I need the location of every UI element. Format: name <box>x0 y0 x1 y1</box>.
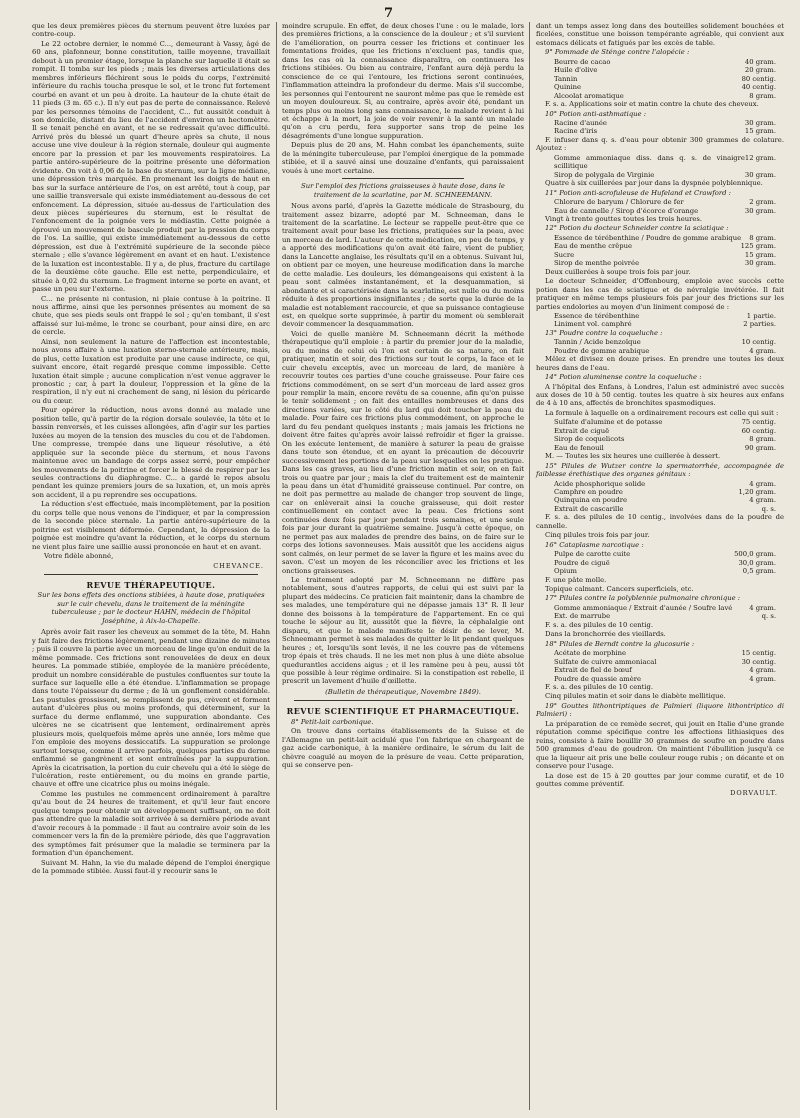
recipe-title: 18° Pilules de Berndt contre la glucosurie : <box>545 639 695 648</box>
section-divider <box>294 700 512 701</box>
case-paragraph: La réduction s'est effectuée, mais incomplètement, par la position du corps telle que nous venons de l'indiquer, et par la compression de la seconde pièce sternale. La partie antéro-supérieure de la poitrine est visiblement déformée. Cependant, la dépression de la poignée est moindre qu'avant la réduction, et le corps du sternum ne vient plus faire une saillie aussi prononcée en haut et en avant. <box>32 500 270 551</box>
ingredient-row: Sirop de menthe poivrée 30 gram. <box>554 259 776 268</box>
case-paragraph: Le 22 octobre dernier, le nommé C..., demeurant à Vassy, âgé de 60 ans, plafonneur, bonne constitution, taille moyenne, travaillait debout à un premier étage, lorsque la planche sur laquelle il était se rompit. Il tomba sur les pieds ; mais les diverses articulations des membres inférieurs fléchirent sous le poids du corps, l'extrémité inférieure du rachis toucha presque le sol, et le tronc fut fortement courbé en avant et un peu à droite. La hauteur de la chute était de 11 pieds (3 m. 65 c.). Il n'y eut pas de perte de connaissance. Relevé par les personnes témoins de l'accident, C... fut aussitôt conduit à son domicile, distant du lieu de l'accident d'environ un hectomètre. Il se tenait penché en avant, et ne se redressait qu'avec difficulté. Arrivé près du blessé un quart d'heure après sa chute, il nous accuse une vive douleur à la région sternale, douleur qui augmente encore par la pression et par les mouvements respiratoires. La partie antéro-supérieure de la poitrine présente une déformation évidente. On voit à 0,06 de la base du sternum, sur la ligne médiane, une dépression très marquée. En promenant les doigts de haut en bas sur la surface antérieure de l'os, on est arrêté, tout à coup, par une saillie transversale qui existe immédiatement au-dessous de cet enfoncement. La dépression, située au-dessus de l'articulation des deux pièces supérieures du sternum, est le résultat de l'enfoncement de la poignée vers le médiastin. Cette poignée a éprouvé un mouvement de bascule produit par la pression du corps de l'os. La saillie, qui existe immédiatement au-dessous de cette dépression, est due à l'extrémité supérieure de la seconde pièce sternale ; elle s'avance légèrement en avant et en haut. L'existence de la luxation est incontestable. Il y a, de plus, fracture du cartilage de la deuxième côte gauche. Elle est nette, perpendiculaire, et située à 0,02 du sternum. Le fragment interne se porte en avant, et passe un peu sur l'externe. <box>32 39 270 294</box>
column-left <box>32 22 270 876</box>
recipe-note: F. s. a. Applications soir et matin contre la chute des cheveux. <box>545 100 759 109</box>
ingredient-row: Sirop de polygala de Virginie 30 gram. <box>554 170 776 179</box>
column-right <box>536 22 784 800</box>
page-number: 7 <box>384 6 394 21</box>
recipe-note: M. — Toutes les six heures une cuillerée à dessert. <box>545 452 721 461</box>
ingredient-row: Tannin / Acide benzoïque 10 centig. <box>554 338 776 347</box>
ingredient-row: Liniment vol. camphré 2 parties. <box>554 320 776 329</box>
ingredient-row: Poudre de ciguë 30,0 gram. <box>554 558 776 567</box>
recipe-note: Cinq pilules matin et soir dans le diabète mellitique. <box>545 692 726 701</box>
recipe-title: 10° Potion anti-asthmatique : <box>545 109 647 118</box>
ingredient-row: Sulfate de cuivre ammoniacal 30 centig. <box>554 657 776 666</box>
recipe-note: Deux cuillerées à soupe trois fois par jour. <box>545 267 691 276</box>
recipe-text: A l'hôpital des Enfans, à Londres, l'alun est administré avec succès aux doses de 10 à 50 centig. toutes les quatre à six heures aux enfans de 4 à 10 ans, affectés de bronchites spasmodiques. <box>536 382 784 408</box>
recipe-note: Quatre à six cuillerées par jour dans la dyspnée polyblennique. <box>545 179 763 188</box>
recipe-text: La préparation de ce remède secret, qui jouit en Italie d'une grande réputation comme spécifique contre les affections lithiasiques des reins, consiste à faire bouillir 30 grammes de soufre en poudre dans 500 grammes d'eau de goudron. On maintient l'ébullition jusqu'à ce que la liqueur ait pris une belle couleur rouge rubis ; on décante et on conserve pour l'usage. <box>536 719 784 771</box>
article-paragraph: Comme les pustules ne commencent ordinairement à paraître qu'au bout de 24 heures de traitement, et qu'il leur faut encore quelque temps pour obtenir un développement suffisant, on ne doit pas attendre que la maladie soit arrivée à sa dernière période avant d'avoir recours à la pommade : il faut au contraire avoir soin de les commencer vers la fin de la première période, dès que l'aggravation des symptômes fait présumer que la maladie se terminera par la formation d'un épanchement. <box>32 789 270 858</box>
article-paragraph: Suivant M. Hahn, la vie du malade dépend de l'emploi énergique de la pommade stibiée. Aussi faut-il y recourir sans le <box>32 858 270 875</box>
recipe-title: 19° Gouttes lithontriptiques de Palmieri (liquore lithontriptico di Palmieri) : <box>536 701 784 719</box>
recipe-title: 17° Pilules contre la polyblennie pulmonaire chronique : <box>545 594 741 603</box>
case-paragraph: Ainsi, non seulement la nature de l'affection est incontestable, nous avons affaire à une luxation sterno-sternale antérieure, mais, de plus, cette luxation est produite par une cause indirecte, ce qui, suivant encore, était regardé presque comme impossible. Cette luxation était simple ; aucune complication n'est venue aggraver le pronostic ; car, à part la douleur, l'oppression et la gêne de la respiration, il n'y eut ni crachement de sang, ni lésion du péricarde ou du cœur. <box>32 337 270 405</box>
recipe-title: 9° Pommade de Sténge contre l'alopécie : <box>545 48 690 57</box>
ingredient-row: Opium 0,5 gram. <box>554 567 776 576</box>
ingredient-row: Extrait de cascarille q. s. <box>554 504 776 513</box>
recipe-title: 8° Petit-lait carbonique. <box>291 717 374 726</box>
column-middle <box>282 22 524 771</box>
section-divider <box>44 574 258 575</box>
ingredient-row: Pulpe de carotte cuite 500,0 gram. <box>554 550 776 559</box>
article2-paragraph: Nous avons parlé, d'après la Gazette médicale de Strasbourg, du traitement assez bizarre, adopté par M. Schneeman, dans le traitement de la scarlatine. Le lecteur se rappelle peut-être que ce traitement avait pour base les frictions, pratiquées sur la peau, avec un morceau de lard. L'auteur de cette médication, en peu de temps, y a apporté des modifications qu'on avait été faire, vient de publier, dans la Lancette anglaise, les résultats qu'il en a obtenus. Suivant lui, on obtient par ce moyen, une heureuse modification dans la marche de cette maladie. Les douleurs, les démangeaisons qui existent à la peau sont calmées instantanément, et la desquammation, si abondante et si caractérisée dans la scarlatine, est nulle ou du moins réduite à des proportions insignifiantes ; de sorte que la durée de la maladie est notablement raccourcie, et que sa puissance contagieuse est, en quelque sorte supprimée, à partir du moment où semblerait devoir commencer la desquammation. <box>282 202 524 329</box>
recipe-note: F. infuser dans q. s. d'eau pour obtenir 300 grammes de colature. Ajoutez : <box>536 135 784 153</box>
ingredient-row: Poudre de quassie amère 4 gram. <box>554 674 776 683</box>
ingredient-row: Camphre en poudre 1,20 gram. <box>554 488 776 497</box>
ingredient-row: Alcoolat aromatique 8 gram. <box>554 91 776 100</box>
salutation: Votre fidèle abonné, <box>44 552 114 561</box>
ingredient-row: Beurre de cacao 40 gram. <box>554 57 776 66</box>
recipe-text: La dose est de 15 à 20 gouttes par jour comme curatif, et de 10 gouttes comme préventif. <box>536 771 784 788</box>
recipe-note: Dans la bronchorrée des vieillards. <box>545 630 666 639</box>
recipe-text: On trouve dans certains établissements de la Suisse et de l'Allemagne un petit-lait acidulé que l'on fabrique en chargeant de gaz acide carbonique, à la manière ordinaire, le sérum du lait de chèvre coagulé au moyen de la présure de veau. Cette préparation, qui se conserve pen- <box>282 727 524 770</box>
recipe-note: F. une pâte molle. <box>545 575 607 584</box>
article2-paragraph: Voici de quelle manière M. Schneemann décrit la méthode thérapeutique qu'il emploie : à partir du premier jour de la maladie, ou du moins de celui où l'on est certain de sa nature, on fait pratiquer, matin et soir, des frictions sur tout le corps, la face et le cuir chevelu exceptés, avec un morceau de lard, de manière à recouvrir toutes ces parties d'une couche graisseuse. Pour faire ces frictions commodément, on se sert d'un morceau de lard assez gros pour remplir la main, encore revêtu de sa couenne, afin qu'on puisse le tenir solidement ; on fait des entailles nombreuses et dans des directions variées, sur le côté du lard qui doit toucher la peau du malade. Pour faire ces frictions plus commodément, on approche le lard du feu pendant quelques instants ; mais jamais les frictions ne doivent être faites qu'après avoir laissé refroidir et figer la graisse. On les exécute lentement, de manière à saturer la peau de graisse dans toute son étendue, et en ayant la précaution de découvrir successivement les portions de la peau sur lesquelles on les pratique. Dans les cas graves, au lieu d'une friction matin et soir, on en fait trois ou quatre par jour ; mais la clef du traitement est de maintenir la peau dans un état d'humidité graisseuse continuel. Par contre, on ne doit pas permettre au malade de changer trop souvent de linge, car on enlèverait ainsi la couche graisseuse, qui doit rester continuellement en contact avec la peau. Ces frictions sont continuées deux fois par jour pendant trois semaines, et une seule fois par jour durant la quatrième semaine. Jusqu'à cette époque, on ne permet pas aux malades de prendre des bains, on de faire sur le corps des lotions savonneuses. Mais aussitôt que les accidens aigus sont calmés, on leur permet de se laver la figure et les mains avec du savon. C'est un moyen de les réconcilier avec les frictions et les onctions graisseuses. <box>282 329 524 575</box>
recipe-title: 16° Cataplasme narcotique : <box>545 540 644 549</box>
column-rule-right <box>529 22 530 1110</box>
case-paragraph: Pour opérer la réduction, nous avons donné au malade une position telle, qu'à partir de la région dorsale soulevée, la tête et le bassin renversés, et les cuisses allongées, afin d'agir sur les parties luxées au moyen de la tension des muscles du cou et de l'abdomen. Une compresse, trempée dans une liqueur résolutive, a été appliquée sur la seconde pièce du sternum, et nous l'avons maintenue avec un bandage de corps assez serré, pour empêcher les mouvements de la poitrine et forcer le blessé de respirer par les seules contractions du diaphragme. C... a gardé le repos absolu pendant les quinze premiers jours de sa luxation, et, un mois après son accident, il a pu reprendre ses occupations. <box>32 406 270 499</box>
ingredient-row: Acétate de morphine 15 centig. <box>554 649 776 658</box>
article-paragraph: Depuis plus de 20 ans, M. Hahn combat les épanchements, suite de la méningite tuberculeuse, par l'emploi énergique de la pommade stibiée, et il a sauvé ainsi une douzaine d'enfants, qui paraissaient voués à une mort certaine. <box>282 141 524 175</box>
recipe-text: Le docteur Schneider, d'Offenbourg, emploie avec succès cette potion dans les cas de sciatique et de névralgie invétérée. Il fait pratiquer en même temps plusieurs fois par jour des frictions sur les parties endolories au moyen d'un liniment composé de : <box>536 277 784 311</box>
signature-chevance: CHEVANCE. <box>213 561 264 570</box>
recipe-title: 13° Poudre contre la coqueluche : <box>545 328 663 337</box>
ingredient-row: Extrait de fiel de bœuf 4 gram. <box>554 666 776 675</box>
ingredient-row: Essence de térébenthine 1 partie. <box>554 311 776 320</box>
ingredient-row: Essence de térébenthine / Poudre de gomme arabique 8 gram. <box>554 233 776 242</box>
article-paragraph: Après avoir fait raser les cheveux au sommet de la tête, M. Hahn y fait faire des frictions légèrement, pendant une dizaine de minutes ; puis il couvre la partie avec un morceau de linge qu'on enduit de la même pommade. Ces frictions sont renouvelées de deux en deux heures. La pommade stibiée, employée de la manière précédente, produit un nombre considérable de pustules confluentes sur toute la surface sur laquelle elle a été étendue. L'inflammation se propage dans toute l'épaisseur du derme ; de là un gonflement considérable. Les pustules grossissent, se remplissent de pus, crèvent et forment autant d'ulcères plus ou moins profonds, qui déterminent, sur la surface du derme enflammé, une suppuration abondante. Ces ulcères ne se cicatrisent que lentement, ordinairement après plusieurs mois, quelquefois même après une année, lors même que l'on emploie des moyens dessiccatifs. La suppuration se prolonge surtout lorsque, comme il arrive parfois, quelques parties du derme enflammé se gangrènent et sont entraînées par la suppuration. Après la cicatrisation, la portion du cuir chevelu qui a été le siège de l'ulcération, reste entièrement, ou du moins en grande partie, chauve et offre une cicatrice plus ou moins inégale. <box>32 628 271 789</box>
ingredient-row: Tannin 80 centig. <box>554 74 776 83</box>
ingredient-row: Quinquina en poudre 4 gram. <box>554 496 776 505</box>
ingredient-row: Sucre 15 gram. <box>554 250 776 259</box>
recipe-note: Mêlez et divisez en douze prises. En prendre une toutes les deux heures dans de l'eau. <box>536 355 784 372</box>
recipe-note: F. s. a. des pilules de 10 centig. <box>545 620 654 629</box>
ingredient-row: Eau de fenouil 90 gram. <box>554 443 776 452</box>
column-rule-left <box>276 22 277 1110</box>
ingredient-row: Extrait de ciguë 60 centig. <box>554 426 776 435</box>
recipe-note: F. s. a. des pilules de 10 centig. <box>545 682 654 691</box>
recipe-text: La formule à laquelle on a ordinairement recours est celle qui suit : <box>545 408 779 417</box>
section-divider <box>342 178 464 179</box>
ingredient-row: Huile d'olive 20 gram. <box>554 66 776 75</box>
ingredient-row: Ext. de marrube q. s. <box>554 612 776 621</box>
recipe-title: 11° Potion anti-scrofuleuse de Hufeland et Crawford : <box>545 188 731 197</box>
ingredient-row: Chlorure de baryum / Chlorure de fer 2 gram. <box>554 198 776 207</box>
article2-subtitle: Sur l'emploi des frictions graisseuses à haute dose, dans le traitement de la scarlatine, par M. SCHNEEMANN. <box>301 182 505 199</box>
recipe-note: F. s. a. des pilules de 10 centig., involvées dans de la poudre de cannelle. <box>536 513 784 530</box>
ingredient-row: Sirop de coquelicots 8 gram. <box>554 435 776 444</box>
ingredient-row: Gomme ammoniaque diss. dans q. s. de vinaigre scillitique 12 gram. <box>554 153 776 171</box>
case-paragraph: C... ne présente ni contusion, ni plaie contuse à la poitrine. Il nous affirme, ainsi que les personnes présentes au moment de sa chute, que ses pieds seuls ont frappé le sol ; qu'en tombant, il s'est affaissé sur lui-même, le tronc se courbant, pour ainsi dire, en arc de cercle. <box>32 294 270 337</box>
section-heading-scientifique: REVUE SCIENTIFIQUE ET PHARMACEUTIQUE. <box>286 706 520 717</box>
ingredient-row: Racine d'iris 15 gram. <box>554 127 776 136</box>
ingredient-row: Acide phosphorique solide 4 gram. <box>554 479 776 488</box>
ingredient-row: Gomme ammoniaque / Extrait d'aunée / Soufre lavé 4 gram. <box>554 603 776 612</box>
source-citation: (Bulletin de thérapeutique, Novembre 1849). <box>325 687 481 696</box>
signature-dorvault: DORVAULT. <box>730 789 778 798</box>
article-subtitle: Sur les bons effets des onctions stibiées, à haute dose, pratiquées sur le cuir chevelu, dans le traitement de la méningite tuberculeuse ; par le docteur HAHN, médecin de l'hôpital Joséphine, à Aix-la-Chapelle. <box>37 591 265 625</box>
recipe-title: 14° Potion aluminense contre la coqueluche : <box>545 373 702 382</box>
lead-paragraph: que les deux premières pièces du sternum peuvent être luxées par contre-coup. <box>32 22 270 39</box>
ingredient-row: Racine d'aunée 30 gram. <box>554 118 776 127</box>
ingredient-row: Poudre de gomme arabique 4 gram. <box>554 346 776 355</box>
ingredient-row: Eau de menthe crêpue 125 gram. <box>554 242 776 251</box>
article2-paragraph: Le traitement adopté par M. Schneemann ne diffère pas notablement, sous d'autres rapports, de celui qui est suivi par la plupart des médecins. Ce praticien fait maintenir, dans la chambre de ses malades, une température qui ne dépasse jamais 13° R. Il leur donne des boissons à la température de l'appartement. En ce qui touche le séjour au lit, aussitôt que la fièvre, la céphalalgie ont disparu, et que le malade manifeste le désir de se lever, M. Schneemann permet à ses malades de quitter le lit pendant quelques heures ; et, lorsqu'ils sont levés, il ne les couvre pas de vêtemens trop épais et très chauds. Il ne les met non plus à une diète absolue quedurantles accidens aigus ; et il les ramène peu à peu, aussi tôt que possible à leur régime ordinaire. Si la constipation est rebelle, il prescrit un lavement d'huile d'œillette. <box>282 576 524 686</box>
recipe-title: 15° Pilules de Wutzer contre la spermatorrhée, accompagnée de faiblesse érethistique des organes génitaux : <box>536 461 784 479</box>
ingredient-row: Sulfate d'alumine et de potasse 75 centig. <box>554 418 776 427</box>
ingredient-row: Quinine 40 centig. <box>554 83 776 92</box>
article-paragraph: moindre scrupule. En effet, de deux choses l'une : ou le malade, lors des premières frictions, a la conscience de la douleur ; et s'il survient de l'amélioration, on pourra cesser les frictions et continuer les fomentations froides, que les frictions n'excluent pas, tandis que, dans les cas où la connaissance disparaîtra, on continuera les frictions stibiées. Ou bien au contraire, l'enfant aura déjà perdu la conscience de ce qui l'entoure, les frictions seront continuées, l'inflammation atteindra la profondeur du derme. Mais s'il succombe, les personnes qui l'entourent ne sauront même pas que le remède est un moyen douloureux. Si, au contraire, après avoir été, pendant un temps plus ou moins long sans connaissance, le malade revient à lui et échappe à la mort, la joie de voir revenir à la santé un malade qu'on a cru perdu, fera supporter sans trop de peine les désagréments d'une longue suppuration. <box>282 22 524 140</box>
recipe-text: dant un temps assez long dans des bouteilles solidement bouchées et ficelées, constitue une boisson tempérante agréable, qui convient aux estomacs délicats et fatigués par les excès de table. <box>536 22 784 47</box>
recipe-note: Cinq pilules trois fois par jour. <box>545 531 650 540</box>
recipe-title: 12° Potion du docteur Schneider contre la sciatique : <box>545 224 729 233</box>
ingredient-row: Eau de cannelle / Sirop d'écorce d'orange 30 gram. <box>554 206 776 215</box>
recipe-note: Topique calmant. Cancers superficiels, etc. <box>545 585 694 593</box>
section-heading-therapeutique: REVUE THÉRAPEUTIQUE. <box>86 580 216 590</box>
recipe-note: Vingt à trente gouttes toutes les trois heures. <box>545 214 703 223</box>
